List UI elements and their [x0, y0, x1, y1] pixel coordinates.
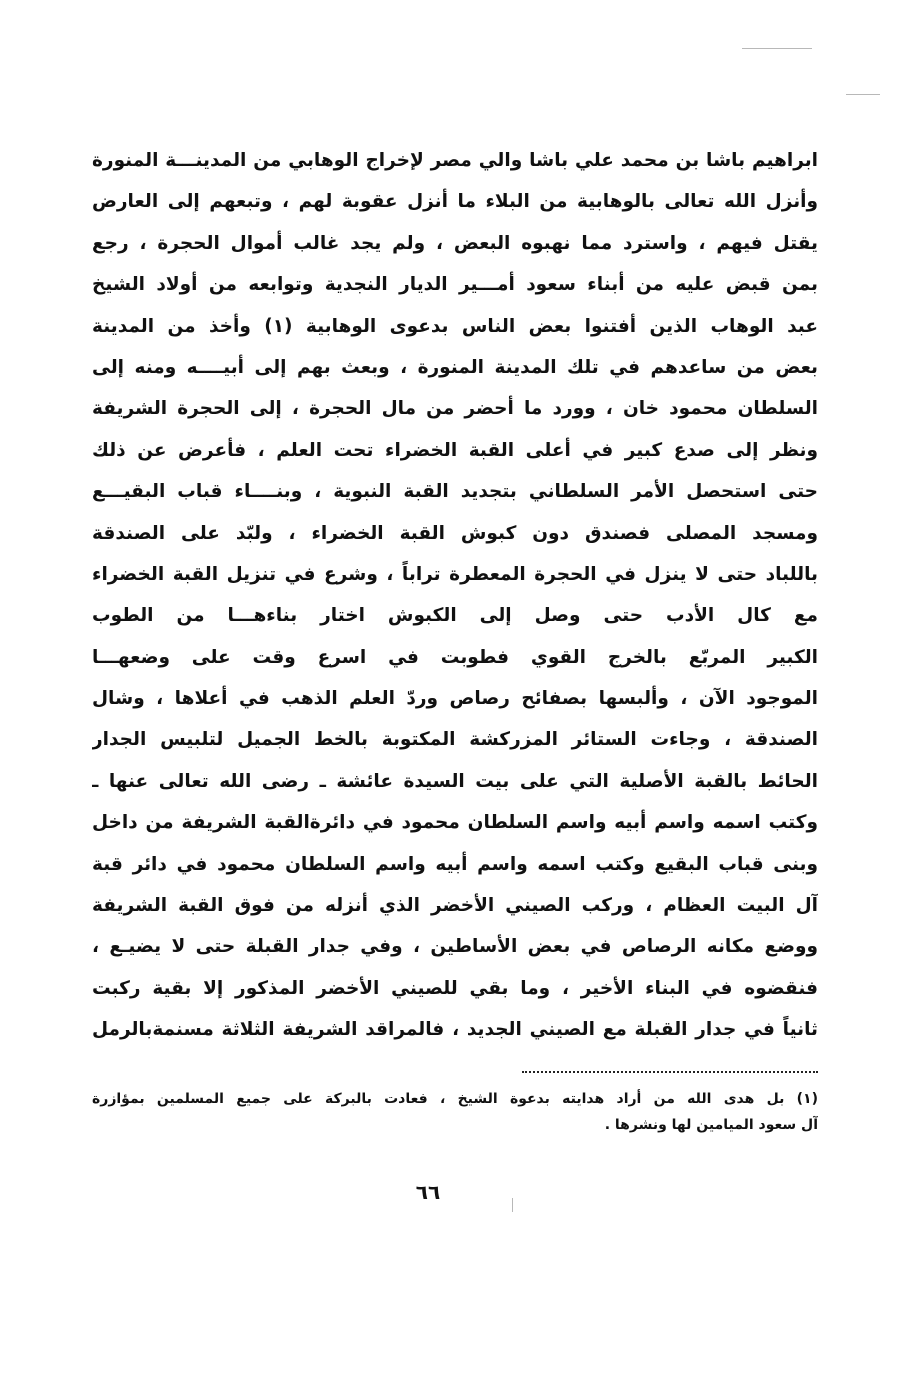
- text-line: ومسجد المصلى فصندق دون كبوش القبة الخضراء ، ولبّد على الصندقة: [92, 522, 818, 544]
- text-line: آل البيت العظام ، وركب الصيني الأخضر الذي أنزله من فوق القبة الشريفة: [92, 895, 818, 917]
- text-line: فنقضوه في البناء الأخير ، وما بقي للصيني الأخضر المذكور إلا بقية ركبت: [92, 977, 818, 999]
- page-number: ٦٦: [415, 1180, 441, 1204]
- text-line: بمن قبض عليه من أبناء سعود أمـــير الديار النجدية وتوابعه من أولاد الشيخ: [92, 274, 818, 296]
- footnote-line: (١) بل هدى الله من أراد هدايته بدعوة الشيخ ، فعادت بالبركة على جميع المسلمين بمؤازرة: [92, 1091, 818, 1107]
- text-line: باللباد حتى لا ينزل في الحجرة المعطرة تراباً ، وشرع في تنزيل القبة الخضراء: [92, 563, 818, 585]
- text-line: يقتل فيهم ، واسترد مما نهبوه البعض ، ولم يجد غالب أموال الحجرة ، رجع: [92, 232, 818, 254]
- text-line: عبد الوهاب الذين أفتنوا بعض الناس بدعوى الوهابية (١) وأخذ من المدينة: [92, 315, 818, 337]
- scan-speck: [742, 48, 812, 49]
- text-line: ابراهيم باشا بن محمد علي باشا والي مصر لإخراج الوهابي من المدينـــة المنورة: [92, 150, 818, 171]
- text-line: الكبير المربّع بالخرج القوي فطوبت في اسرع وقت على وضعهـــا: [92, 646, 818, 668]
- text-line: الموجود الآن ، وألبسها بصفائح رصاص وردّ العلم الذهب في أعلاها ، وشال: [92, 688, 818, 710]
- text-line: حتى استحصل الأمر السلطاني بتجديد القبة النبوية ، وبنــــاء قباب البقيـــع: [92, 481, 818, 503]
- text-line: وبنى قباب البقيع وكتب اسمه واسم أبيه واسم السلطان محمود في دائر قبة: [92, 853, 818, 875]
- text-line: ووضع مكانه الرصاص في بعض الأساطين ، وفي جدار القبلة حتى لا يضيـع ،: [92, 936, 818, 958]
- text-line: وأنزل الله تعالى بالوهابية من البلاء ما أنزل عقوبة لهم ، وتبعهم إلى العارض: [92, 191, 818, 213]
- text-line: ونظر إلى صدع كبير في أعلى القبة الخضراء تحت العلم ، فأعرض عن ذلك: [92, 439, 818, 461]
- text-line: الصندقة ، وجاءت الستائر المزركشة المكتوبة بالخط الجميل لتلبيس الجدار: [92, 729, 818, 751]
- footnote-line: آل سعود الميامين لها ونشرها .: [604, 1117, 818, 1133]
- scan-speck: [846, 94, 880, 95]
- text-line: الحائط بالقبة الأصلية التي على بيت السيدة عائشة ـ رضى الله تعالى عنها ـ: [92, 770, 818, 792]
- text-line: وكتب اسمه واسم أبيه واسم السلطان محمود في دائرةالقبة الشريفة من داخل: [92, 812, 818, 834]
- text-line: مع كال الأدب حتى وصل إلى الكبوش اختار بناءهـــا من الطوب: [92, 605, 818, 627]
- footnote: [92, 1086, 818, 1138]
- text-line: السلطان محمود خان ، وورد ما أحضر من مال الحجرة ، إلى الحجرة الشريفة: [92, 398, 818, 420]
- scan-speck: [512, 1198, 513, 1212]
- main-text: [92, 140, 818, 1051]
- text-line: ثانياً في جدار القبلة مع الصيني الجديد ، فالمراقد الشريفة الثلاثة مسنمةبالرمل: [92, 1019, 818, 1041]
- text-line: بعض من ساعدهم في تلك المدينة المنورة ، وبعث بهم إلى أبيــــه ومنه إلى: [92, 356, 818, 378]
- footnote-divider: [522, 1071, 818, 1073]
